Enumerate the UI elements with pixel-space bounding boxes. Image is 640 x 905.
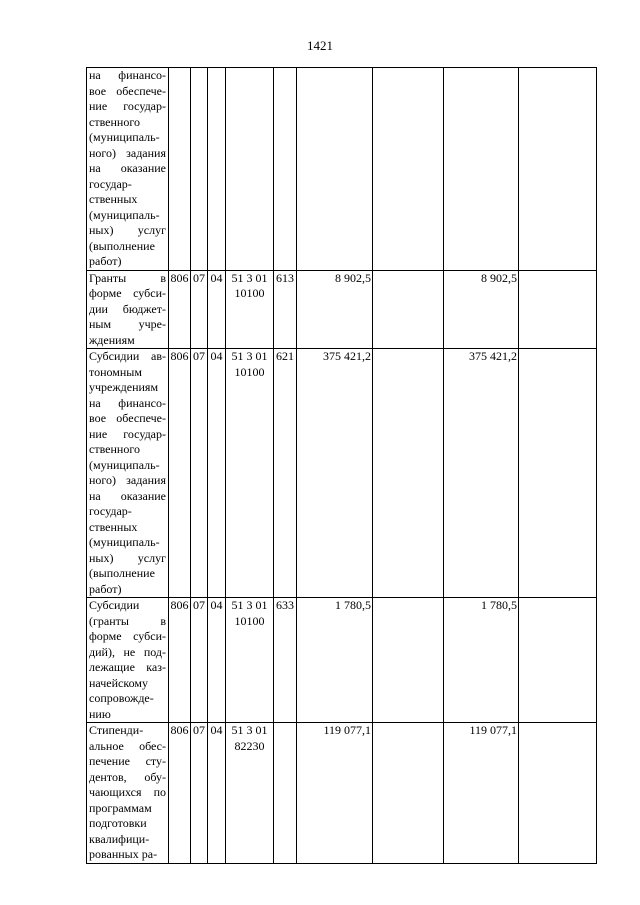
description-line: дий), не под- — [89, 644, 166, 659]
description-line: ние государ- — [89, 99, 166, 113]
description-line: (муниципаль- — [89, 457, 160, 472]
amount-column-7 — [373, 68, 444, 271]
description-line: (выполнение — [89, 566, 155, 580]
description-line: ных) услуг — [89, 550, 166, 565]
description-line: нию — [89, 706, 111, 721]
amount-column-9 — [519, 723, 597, 864]
description-line: Субсидии ав- — [89, 349, 166, 363]
description-line: Гранты в — [89, 270, 166, 285]
row-description — [87, 270, 169, 349]
amount-column-9 — [519, 598, 597, 723]
total-amount: 8 902,5 — [297, 270, 373, 349]
amount-column-7 — [373, 349, 444, 598]
ved-code: 806 — [169, 270, 191, 349]
description-line: печение сту- — [89, 754, 166, 768]
amount-column-8: 375 421,2 — [444, 349, 519, 598]
target-article-code — [226, 598, 274, 723]
subsection-code: 04 — [208, 270, 226, 349]
description-line: ственных — [89, 192, 138, 206]
description-line: программам — [89, 800, 152, 815]
description-line: чающихся по — [89, 785, 166, 799]
table-row — [87, 723, 597, 864]
description-line: (гранты в — [89, 613, 166, 628]
row-description — [87, 723, 169, 864]
section-code: 07 — [191, 270, 208, 349]
section-code: 07 — [191, 723, 208, 864]
amount-column-9 — [519, 349, 597, 598]
ved-code: 806 — [169, 349, 191, 598]
expense-type-code: 633 — [274, 598, 297, 723]
target-article-line: 10100 — [234, 286, 265, 300]
amount-column-8 — [444, 68, 519, 271]
description-line: Стипенди- — [89, 723, 144, 737]
description-line: ственного — [89, 114, 140, 129]
description-line: работ) — [89, 254, 122, 268]
section-code — [191, 68, 208, 271]
target-article-line: 51 3 01 — [231, 598, 268, 612]
description-line: форме субси- — [89, 629, 166, 643]
amount-column-7 — [373, 723, 444, 864]
description-line: ственного — [89, 442, 140, 456]
target-article-code — [226, 349, 274, 598]
description-line: на финансо- — [89, 395, 166, 410]
amount-column-7 — [373, 270, 444, 349]
description-line: дии бюджет- — [89, 301, 166, 316]
description-line: Субсидии — [89, 598, 140, 612]
ved-code: 806 — [169, 723, 191, 864]
description-line: ным учре- — [89, 317, 166, 331]
subsection-code: 04 — [208, 598, 226, 723]
total-amount — [297, 68, 373, 271]
description-line: рованных ра- — [89, 847, 158, 861]
target-article-code — [226, 68, 274, 271]
target-article-line: 10100 — [234, 613, 265, 628]
description-line: сопровожде- — [89, 691, 154, 705]
description-line: альное обес- — [89, 738, 166, 753]
amount-column-9 — [519, 68, 597, 271]
description-line: ного) задания — [89, 473, 166, 487]
description-line: (муниципаль- — [89, 535, 160, 549]
description-line: на оказание — [89, 161, 166, 175]
amount-column-9 — [519, 270, 597, 349]
table-row — [87, 270, 597, 349]
row-description — [87, 349, 169, 598]
expense-type-code — [274, 68, 297, 271]
target-article-line: 51 3 01 — [231, 270, 268, 285]
description-line: на финансо- — [89, 68, 166, 82]
target-article-line: 51 3 01 — [231, 349, 268, 363]
description-line: квалифици- — [89, 831, 150, 846]
description-line: форме субси- — [89, 286, 166, 300]
target-article-line: 51 3 01 — [231, 723, 268, 737]
expense-type-code: 621 — [274, 349, 297, 598]
description-line: (муниципаль- — [89, 130, 160, 144]
budget-table — [86, 67, 597, 864]
description-line: лежащие каз- — [89, 660, 166, 674]
amount-column-7 — [373, 598, 444, 723]
amount-column-8: 119 077,1 — [444, 723, 519, 864]
total-amount: 119 077,1 — [297, 723, 373, 864]
subsection-code: 04 — [208, 723, 226, 864]
target-article-line: 10100 — [234, 364, 265, 379]
ved-code: 806 — [169, 598, 191, 723]
description-line: ных) услуг — [89, 223, 166, 237]
expense-type-code — [274, 723, 297, 864]
row-description — [87, 68, 169, 271]
description-line: ного) задания — [89, 145, 166, 160]
description-line: тономным — [89, 364, 142, 379]
description-line: учреждениям — [89, 380, 159, 394]
section-code: 07 — [191, 349, 208, 598]
target-article-code — [226, 723, 274, 864]
description-line: работ) — [89, 581, 122, 596]
total-amount: 1 780,5 — [297, 598, 373, 723]
subsection-code: 04 — [208, 349, 226, 598]
amount-column-8: 1 780,5 — [444, 598, 519, 723]
description-line: на оказание — [89, 488, 166, 503]
ved-code — [169, 68, 191, 271]
description-line: государ- — [89, 176, 132, 191]
amount-column-8: 8 902,5 — [444, 270, 519, 349]
table-row — [87, 598, 597, 723]
table-row — [87, 349, 597, 598]
description-line: начейскому — [89, 675, 148, 690]
description-line: ственных — [89, 519, 138, 534]
target-article-code — [226, 270, 274, 349]
expense-type-code: 613 — [274, 270, 297, 349]
description-line: ждениям — [89, 332, 135, 347]
row-description — [87, 598, 169, 723]
description-line: (муниципаль- — [89, 207, 160, 222]
description-line: вое обеспече- — [89, 411, 166, 425]
table-row — [87, 68, 597, 271]
target-article-line: 82230 — [234, 738, 265, 753]
description-line: вое обеспече- — [89, 83, 166, 98]
section-code: 07 — [191, 598, 208, 723]
description-line: дентов, обу- — [89, 769, 166, 784]
description-line: (выполнение — [89, 238, 155, 253]
total-amount: 375 421,2 — [297, 349, 373, 598]
description-line: подготовки — [89, 816, 147, 830]
description-line: ние государ- — [89, 426, 166, 441]
description-line: государ- — [89, 504, 132, 518]
subsection-code — [208, 68, 226, 271]
page-number: 1421 — [307, 38, 333, 53]
